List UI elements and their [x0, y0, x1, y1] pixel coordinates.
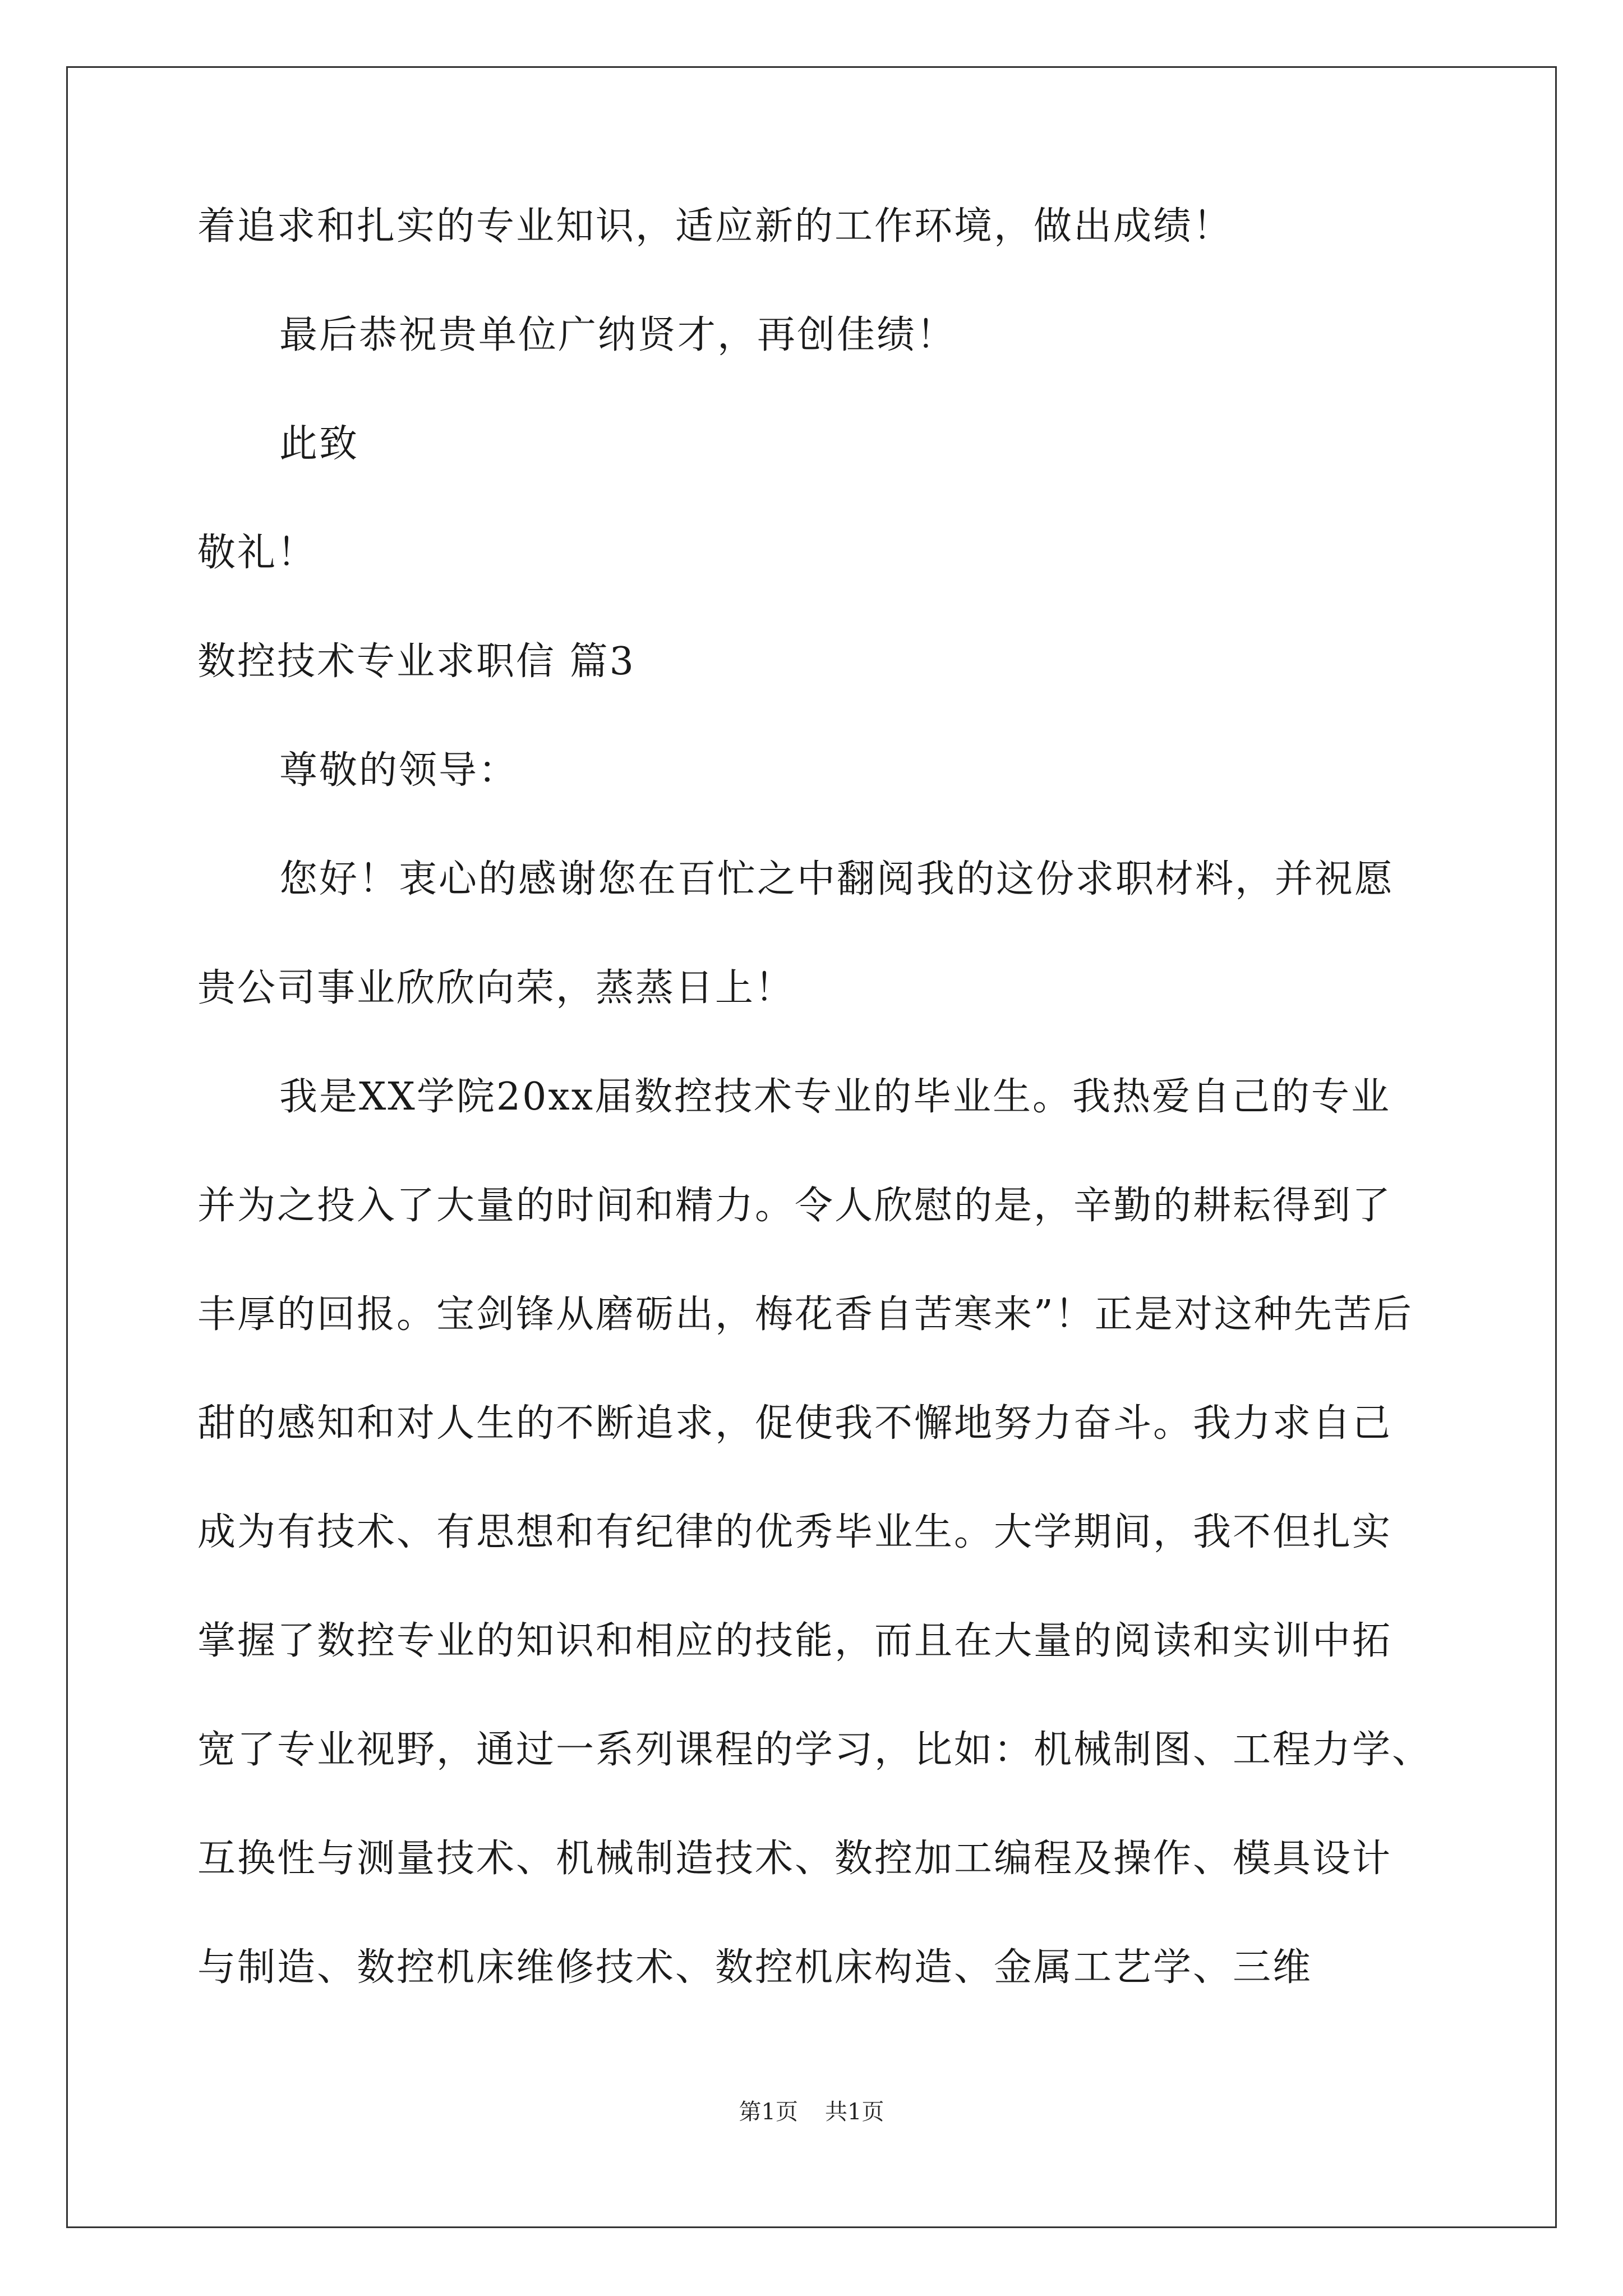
- body-line: 掌握了数控专业的知识和相应的技能，而且在大量的阅读和实训中拓: [197, 1619, 1393, 1663]
- section-heading: 数控技术专业求职信 篇3: [197, 639, 635, 684]
- body-line: 并为之投入了大量的时间和精力。令人欣慰的是，辛勤的耕耘得到了: [197, 1184, 1393, 1228]
- page-number: 第1页: [739, 2099, 798, 2125]
- body-line: 丰厚的回报。宝剑锋从磨砺出，梅花香自苦寒来”！正是对这种先苦后: [197, 1292, 1413, 1337]
- closing-wish-line: 最后恭祝贵单位广纳贤才，再创佳绩！: [279, 313, 957, 357]
- salutation-regards: 敬礼！: [197, 531, 317, 575]
- page-total: 共1页: [825, 2099, 884, 2125]
- page-footer: [0, 2101, 1623, 2123]
- body-line: 您好！衷心的感谢您在百忙之中翻阅我的这份求职材料，并祝愿: [279, 857, 1395, 901]
- body-line: 互换性与测量技术、机械制造技术、数控加工编程及操作、模具设计: [197, 1837, 1393, 1881]
- body-line: 着追求和扎实的专业知识，适应新的工作环境，做出成绩！: [197, 204, 1233, 249]
- body-line: 宽了专业视野，通过一系列课程的学习，比如：机械制图、工程力学、: [197, 1728, 1432, 1772]
- letter-greeting: 尊敬的领导：: [279, 748, 519, 793]
- salutation-closing: 此致: [279, 422, 359, 466]
- body-line: 成为有技术、有思想和有纪律的优秀毕业生。大学期间，我不但扎实: [197, 1510, 1393, 1554]
- body-line: 甜的感知和对人生的不断追求，促使我不懈地努力奋斗。我力求自己: [197, 1401, 1393, 1446]
- body-line: 贵公司事业欣欣向荣，蒸蒸日上！: [197, 966, 795, 1010]
- body-line: 与制造、数控机床维修技术、数控机床构造、金属工艺学、三维: [197, 1945, 1313, 1990]
- document-body: [197, 204, 1432, 2058]
- body-line: 我是XX学院20xx届数控技术专业的毕业生。我热爱自己的专业: [279, 1075, 1391, 1119]
